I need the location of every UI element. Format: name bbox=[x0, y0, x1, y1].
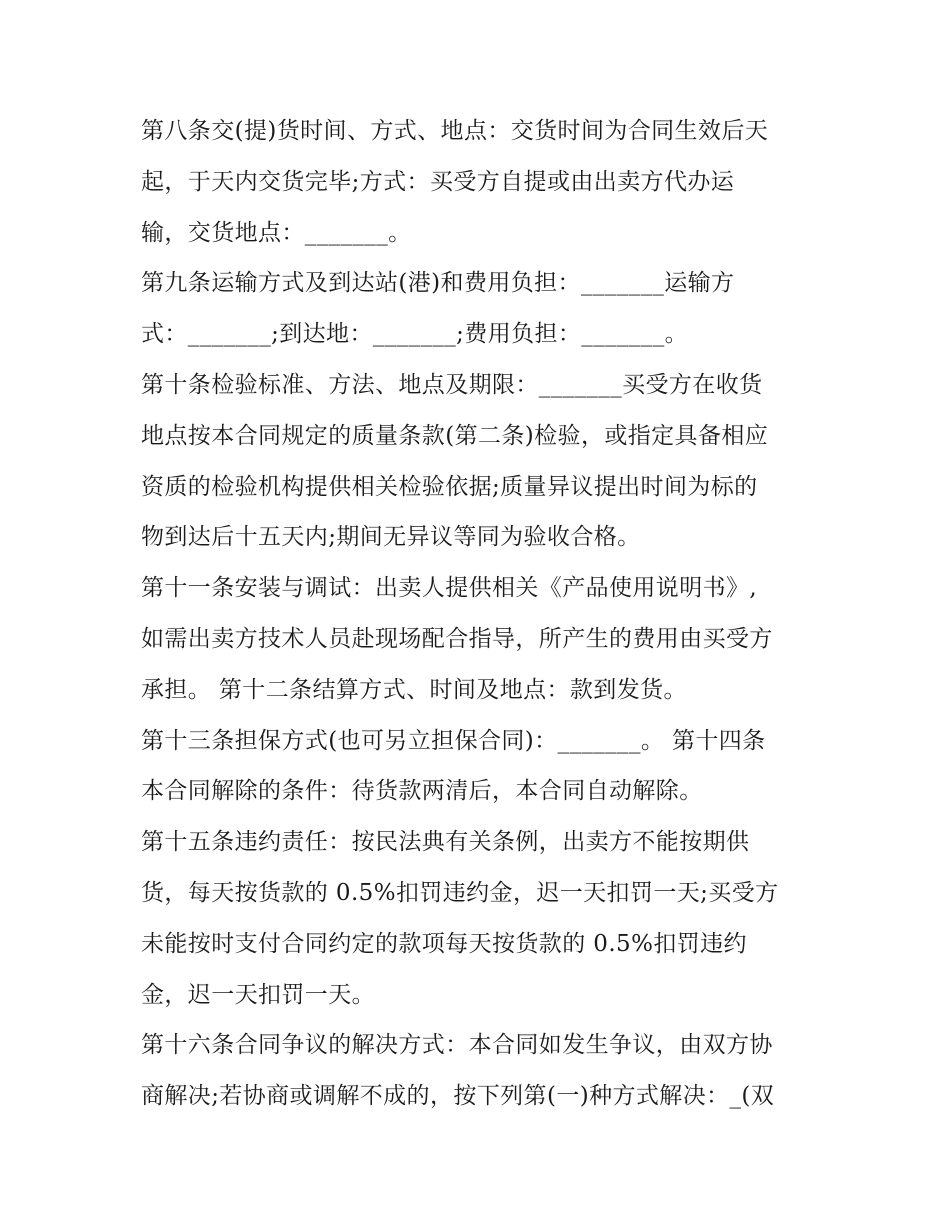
text-line: 第八条交(提)货时间、方式、地点：交货时间为合同生效后天 bbox=[141, 118, 769, 144]
text-line: 第十条检验标准、方法、地点及期限：_______买受方在收货 bbox=[141, 371, 763, 398]
text-line: 货，每天按货款的 0.5%扣罚违约金，迟一天扣罚一天;买受方 bbox=[141, 879, 779, 906]
text-line: 商解决;若协商或调解不成的，按下列第(一)种方式解决：_(双 bbox=[141, 1083, 775, 1110]
text-line: 第九条运输方式及到达站(港)和费用负担：_______运输方 bbox=[141, 270, 735, 297]
text-line: 第十六条合同争议的解决方式：本合同如发生争议，由双方协 bbox=[141, 1032, 773, 1059]
text-line: 起，于天内交货完毕;方式：买受方自提或由出卖方代办运 bbox=[141, 168, 735, 195]
text-line: 式：_______;到达地：_______;费用负担：_______。 bbox=[141, 321, 688, 348]
contract-text-body bbox=[141, 106, 821, 1122]
text-line: 物到达后十五天内;期间无异议等同为验收合格。 bbox=[141, 524, 641, 551]
text-line: 金，迟一天扣罚一天。 bbox=[141, 981, 375, 1008]
text-line: 地点按本合同规定的质量条款(第二条)检验，或指定具备相应 bbox=[141, 422, 769, 449]
text-line: 第十三条担保方式(也可另立担保合同)：_______。 第十四条 bbox=[141, 727, 766, 754]
text-line: 输，交货地点：_______。 bbox=[141, 219, 412, 246]
text-line: 资质的检验机构提供相关检验依据;质量异议提出时间为标的 bbox=[141, 473, 758, 500]
text-line: 承担。 第十二条结算方式、时间及地点：款到发货。 bbox=[141, 676, 687, 703]
text-line: 第十一条安装与调试：出卖人提供相关《产品使用说明书》, bbox=[141, 575, 758, 602]
text-line: 未能按时支付合同约定的款项每天按货款的 0.5%扣罚违约 bbox=[141, 930, 747, 957]
text-line: 如需出卖方技术人员赴现场配合指导，所产生的费用由买受方 bbox=[141, 625, 773, 652]
text-line: 本合同解除的条件：待货款两清后，本合同自动解除。 bbox=[141, 778, 703, 805]
text-line: 第十五条违约责任：按民法典有关条例，出卖方不能按期供 bbox=[141, 829, 750, 856]
